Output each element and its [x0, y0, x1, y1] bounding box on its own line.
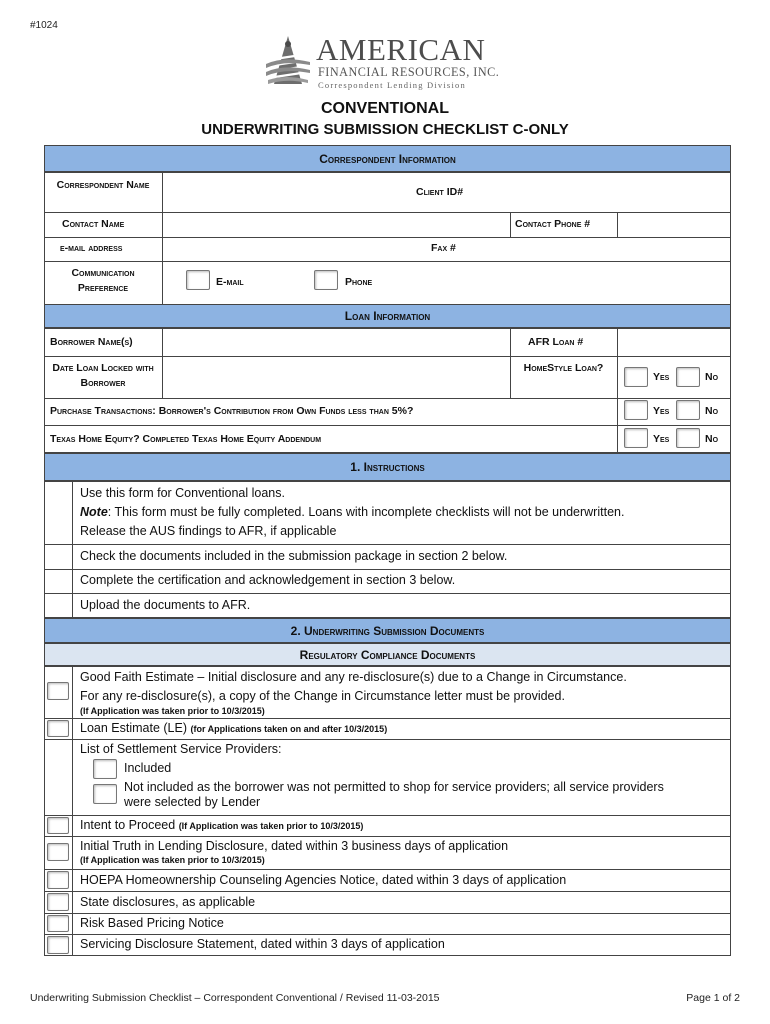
email-address-field[interactable] [166, 239, 416, 259]
phone-preference-checkbox[interactable] [314, 270, 338, 290]
client-id-field[interactable] [480, 175, 725, 209]
form-title: CONVENTIONAL [321, 100, 449, 117]
contact-name-label: Contact Name [62, 218, 125, 230]
ssp-not-included-checkbox[interactable] [93, 784, 117, 804]
instruction-note [80, 505, 624, 519]
correspondent-info-header: Correspondent Information [44, 145, 731, 172]
borrower-name-field[interactable] [166, 331, 506, 353]
texas-yes-label: Yes [653, 433, 670, 445]
state-disclosures-checkbox[interactable] [47, 893, 69, 911]
eagle-flag-emblem-icon [264, 34, 312, 90]
hoepa-checkbox[interactable] [47, 871, 69, 889]
homestyle-no-checkbox[interactable] [676, 367, 700, 387]
phone-option-label: Phone [345, 276, 373, 288]
hoepa-item: HOEPA Homeownership Counseling Agencies Notice, dated within 3 days of application [80, 873, 567, 887]
state-disclosures-item: State disclosures, as applicable [80, 895, 256, 909]
purchase-no-checkbox[interactable] [676, 400, 700, 420]
afr-loan-number-field[interactable] [621, 331, 727, 353]
communication-preference-label: Communication Preference [71, 267, 135, 294]
texas-no-checkbox[interactable] [676, 428, 700, 448]
document-number: #1024 [30, 20, 58, 31]
borrower-name-label: Borrower Name(s) [50, 336, 133, 348]
contact-phone-label: Contact Phone # [515, 218, 591, 230]
fax-field[interactable] [470, 239, 727, 259]
purchase-yes-checkbox[interactable] [624, 400, 648, 420]
ssp-not-included-line2: were selected by Lender [124, 795, 261, 809]
gfe-note: (If Application was taken prior to 10/3/2015) [80, 706, 265, 716]
initial-til-checkbox[interactable] [47, 843, 69, 861]
ssp-included-checkbox[interactable] [93, 759, 117, 779]
client-id-label: Client ID# [416, 186, 464, 198]
brand-subtitle: FINANCIAL RESOURCES, INC. [318, 65, 500, 79]
brand-division: Correspondent Lending Division [318, 80, 466, 90]
ssp-not-included-line1: Not included as the borrower was not permitted to shop for service providers; all service providers [124, 780, 664, 794]
brand-name: AMERICAN [316, 32, 486, 67]
correspondent-name-label: Correspondent Name [56, 179, 150, 191]
homestyle-yes-label: Yes [653, 371, 670, 383]
loan-estimate-item: Loan Estimate (LE) (for Applications taken on and after 10/3/2015) [80, 721, 388, 735]
homestyle-yes-checkbox[interactable] [624, 367, 648, 387]
email-option-label: E-mail [216, 276, 244, 288]
gfe-line2: For any re-disclosure(s), a copy of the Change in Circumstance letter must be provided. [80, 689, 565, 703]
initial-til-note: (If Application was taken prior to 10/3/2015) [80, 855, 265, 865]
purchase-yes-label: Yes [653, 405, 670, 417]
loan-estimate-checkbox[interactable] [47, 720, 69, 737]
gfe-checkbox[interactable] [47, 682, 69, 700]
texas-yes-checkbox[interactable] [624, 428, 648, 448]
loan-info-header: Loan Information [44, 304, 731, 328]
purchase-no-label: No [705, 405, 719, 417]
note-label: Note [80, 505, 108, 519]
instructions-header: 1. Instructions [44, 453, 731, 481]
regulatory-compliance-subheader: Regulatory Compliance Documents [44, 643, 731, 666]
instruction-conventional-use: Use this form for Conventional loans. [80, 486, 285, 500]
gfe-line1: Good Faith Estimate – Initial disclosure and any re-disclosure(s) due to a Change in Circumstance. [80, 670, 627, 684]
servicing-disclosure-checkbox[interactable] [47, 936, 69, 954]
risk-based-pricing-checkbox[interactable] [47, 915, 69, 932]
texas-no-label: No [705, 433, 719, 445]
email-address-label: e-mail address [60, 242, 123, 254]
fax-label: Fax # [431, 242, 456, 254]
instruction-release-aus: Release the AUS findings to AFR, if applicable [80, 524, 337, 538]
footer-revision: Underwriting Submission Checklist – Correspondent Conventional / Revised 11-03-2015 [30, 992, 440, 1004]
initial-til-item: Initial Truth in Lending Disclosure, dated within 3 business days of application [80, 839, 509, 853]
purchase-contribution-label: Purchase Transactions: Borrower's Contribution from Own Funds less than 5%? [50, 405, 414, 417]
settlement-providers-title: List of Settlement Service Providers: [80, 742, 282, 756]
homestyle-loan-label: HomeStyle Loan? [523, 362, 604, 374]
afr-loan-number-label: AFR Loan # [528, 336, 584, 348]
contact-phone-field[interactable] [621, 214, 727, 235]
texas-home-equity-label: Texas Home Equity? Completed Texas Home Equity Addendum [50, 433, 322, 445]
date-loan-locked-field[interactable] [166, 360, 506, 395]
homestyle-no-label: No [705, 371, 719, 383]
instruction-check-documents: Check the documents included in the submission package in section 2 below. [80, 549, 508, 563]
risk-based-pricing-item: Risk Based Pricing Notice [80, 916, 224, 930]
ssp-included-label: Included [124, 761, 172, 775]
instruction-complete-certification: Complete the certification and acknowledgement in section 3 below. [80, 573, 456, 587]
email-preference-checkbox[interactable] [186, 270, 210, 290]
submission-documents-header: 2. Underwriting Submission Documents [44, 618, 731, 643]
company-logo [264, 34, 514, 90]
instruction-upload-documents: Upload the documents to AFR. [80, 598, 251, 612]
form-subtitle: UNDERWRITING SUBMISSION CHECKLIST C-ONLY [201, 121, 569, 138]
footer-page-number: Page 1 of 2 [686, 992, 740, 1004]
intent-to-proceed-item: Intent to Proceed (If Application was taken prior to 10/3/2015) [80, 818, 364, 832]
note-text: : This form must be fully completed. Loans with incomplete checklists will not be underwritten. [107, 505, 625, 519]
contact-name-field[interactable] [166, 214, 506, 235]
servicing-disclosure-item: Servicing Disclosure Statement, dated within 3 days of application [80, 937, 445, 951]
date-loan-locked-label: Date Loan Locked with Borrower [52, 362, 154, 389]
intent-to-proceed-checkbox[interactable] [47, 817, 69, 834]
